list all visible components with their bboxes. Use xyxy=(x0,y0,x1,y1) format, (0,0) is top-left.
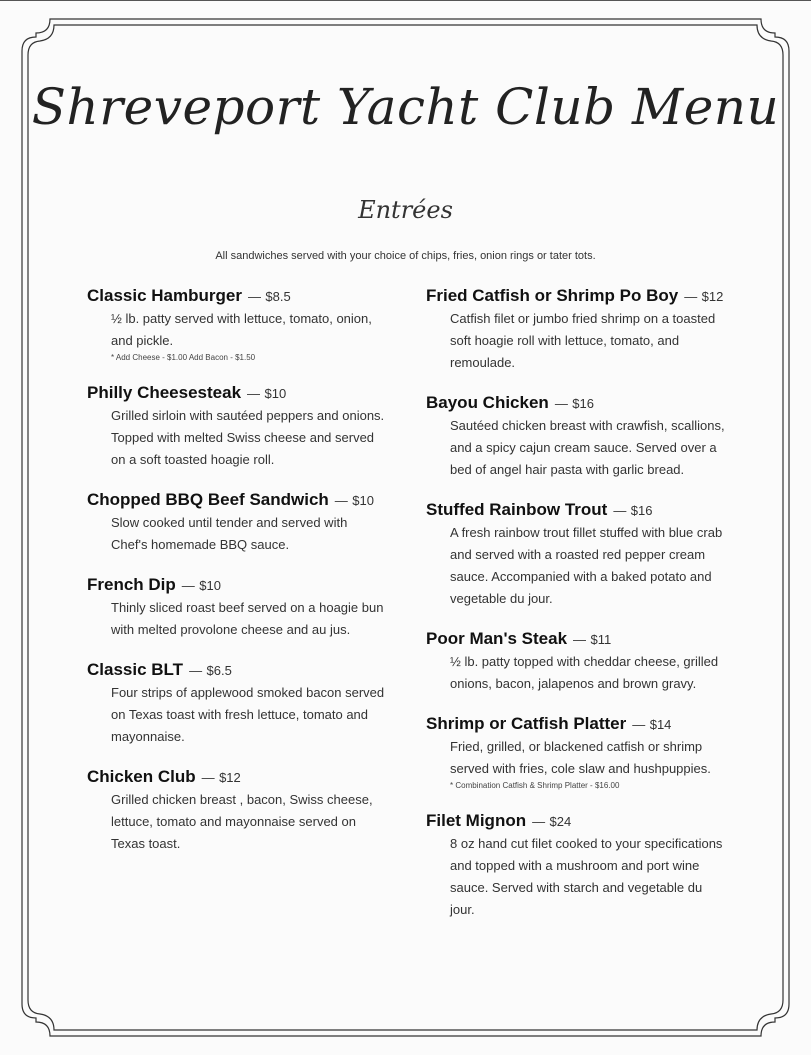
menu-item xyxy=(426,499,726,610)
item-price: $12 xyxy=(701,289,724,304)
item-price: $6.5 xyxy=(206,663,232,678)
item-description: Sautéed chicken breast with crawfish, scallions, and a spicy cajun cream sauce. Served over a bed of angel hair pasta with garlic bread. xyxy=(450,418,725,477)
item-name: Chopped BBQ Beef Sandwich xyxy=(87,490,329,509)
item-description: A fresh rainbow trout fillet stuffed with blue crab and served with a roasted red pepper cream sauce. Accompanied with a baked potato and vegetable du jour. xyxy=(450,525,723,606)
item-separator: — xyxy=(189,663,203,678)
item-description: Four strips of applewood smoked bacon served on Texas toast with fresh lettuce, tomato and mayonnaise. xyxy=(111,685,385,744)
item-price: $10 xyxy=(352,493,374,508)
item-separator: — xyxy=(554,396,568,411)
item-name: Chicken Club xyxy=(87,767,196,786)
item-description: Catfish filet or jumbo fried shrimp on a toasted soft hoagie roll with lettuce, tomato, and remoulade. xyxy=(450,311,716,370)
item-separator: — xyxy=(201,770,215,785)
item-name: Classic BLT xyxy=(87,660,184,679)
item-name: Philly Cheesesteak xyxy=(87,383,242,402)
menu-item xyxy=(87,382,387,471)
menu-item xyxy=(426,285,726,374)
item-separator: — xyxy=(684,289,698,304)
item-separator: — xyxy=(532,814,546,829)
menu-item xyxy=(87,489,387,556)
sandwich-sides-note: All sandwiches served with your choice of chips, fries, onion rings or tater tots. xyxy=(215,250,596,262)
item-price: $12 xyxy=(219,770,241,785)
item-name: Bayou Chicken xyxy=(426,393,549,412)
menu-item xyxy=(426,713,726,792)
item-price: $8.5 xyxy=(265,289,291,304)
menu-column-right xyxy=(426,285,726,939)
item-description: Slow cooked until tender and served with Chef's homemade BBQ sauce. xyxy=(111,515,348,552)
item-separator: — xyxy=(181,578,195,593)
item-description: Grilled sirloin with sautéed peppers and onions. Topped with melted Swiss cheese and served on a soft toasted hoagie roll. xyxy=(111,408,385,467)
item-separator: — xyxy=(334,493,348,508)
menu-item xyxy=(87,574,387,641)
menu-item xyxy=(426,628,726,695)
item-price: $16 xyxy=(572,396,594,411)
item-addon-note: * Combination Catfish & Shrimp Platter - $16.00 xyxy=(450,781,620,790)
item-addon-note: * Add Cheese - $1.00 Add Bacon - $1.50 xyxy=(111,353,256,362)
item-name: Fried Catfish or Shrimp Po Boy xyxy=(426,286,679,305)
item-name: French Dip xyxy=(87,575,176,594)
menu-title: Shreveport Yacht Club Menu xyxy=(31,78,780,136)
item-name: Stuffed Rainbow Trout xyxy=(426,500,608,519)
item-description: Grilled chicken breast , bacon, Swiss cheese, lettuce, tomato and mayonnaise served on Texas toast. xyxy=(111,792,373,851)
menu-item xyxy=(426,392,726,481)
item-separator: — xyxy=(247,386,261,401)
item-separator: — xyxy=(613,503,627,518)
item-separator: — xyxy=(573,632,587,647)
item-description: Thinly sliced roast beef served on a hoagie bun with melted provolone cheese and au jus. xyxy=(111,600,384,637)
item-name: Filet Mignon xyxy=(426,811,527,830)
item-price: $24 xyxy=(549,814,572,829)
item-price: $11 xyxy=(590,632,612,647)
menu-item xyxy=(426,810,726,921)
section-heading-entrees: Entrées xyxy=(358,196,453,224)
item-price: $16 xyxy=(630,503,653,518)
item-description: ½ lb. patty topped with cheddar cheese, grilled onions, bacon, jalapenos and brown gravy. xyxy=(450,654,719,691)
item-separator: — xyxy=(632,717,646,732)
item-name: Poor Man's Steak xyxy=(426,629,568,648)
menu-item xyxy=(87,285,387,364)
item-price: $10 xyxy=(264,386,287,401)
menu-item xyxy=(87,659,387,748)
item-price: $14 xyxy=(649,717,672,732)
item-separator: — xyxy=(247,289,261,304)
item-description: 8 oz hand cut filet cooked to your specifications and topped with a mushroom and port wine sauce. Served with starch and vegetable du jour. xyxy=(450,836,723,917)
item-name: Shrimp or Catfish Platter xyxy=(426,714,627,733)
menu-column-left xyxy=(87,285,387,873)
item-name: Classic Hamburger xyxy=(87,286,242,305)
menu-item xyxy=(87,766,387,855)
item-price: $10 xyxy=(199,578,221,593)
item-description: Fried, grilled, or blackened catfish or shrimp served with fries, cole slaw and hushpuppies. xyxy=(450,739,711,776)
item-description: ½ lb. patty served with lettuce, tomato, onion, and pickle. xyxy=(111,311,372,348)
